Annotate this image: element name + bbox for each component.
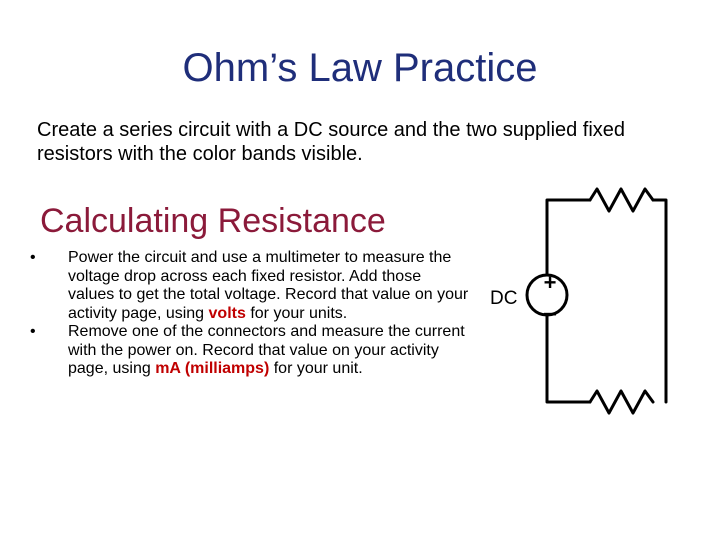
top-left-wire (547, 200, 590, 205)
section-heading: Calculating Resistance (40, 202, 386, 240)
instruction-text: Remove one of the connectors and measure the current with the power on. Record that value on your activity page, using (68, 323, 465, 377)
top-right-wire (653, 200, 666, 402)
bullet-marker: • (30, 249, 36, 266)
intro-text: Create a series circuit with a DC source and the two supplied fixed resistors with the color bands visible. (37, 119, 626, 165)
top-resistor (590, 189, 653, 211)
instruction-text-end: for your units. (245, 304, 348, 322)
bullet-marker: • (30, 323, 36, 340)
bottom-resistor (590, 391, 653, 413)
unit-highlight-milliamps: mA (milliamps) (155, 360, 270, 377)
dc-source-label: DC (490, 288, 518, 309)
bottom-left-wire (547, 315, 590, 402)
unit-highlight-volts: volts (208, 304, 246, 322)
instruction-list (30, 249, 470, 379)
instruction-item (30, 323, 470, 379)
dc-source-plus: + (543, 270, 557, 295)
instruction-item (30, 249, 470, 323)
series-circuit-diagram (485, 180, 720, 425)
instruction-text-end: for your unit. (269, 360, 363, 377)
instruction-text: Power the circuit and use a multimeter to measure the voltage drop across each fixed resistor. Add those values to get the total voltage. Record that value on your activity page, using (68, 249, 469, 322)
dc-source-minus: − (542, 301, 558, 328)
slide-title: Ohm’s Law Practice (182, 46, 538, 90)
